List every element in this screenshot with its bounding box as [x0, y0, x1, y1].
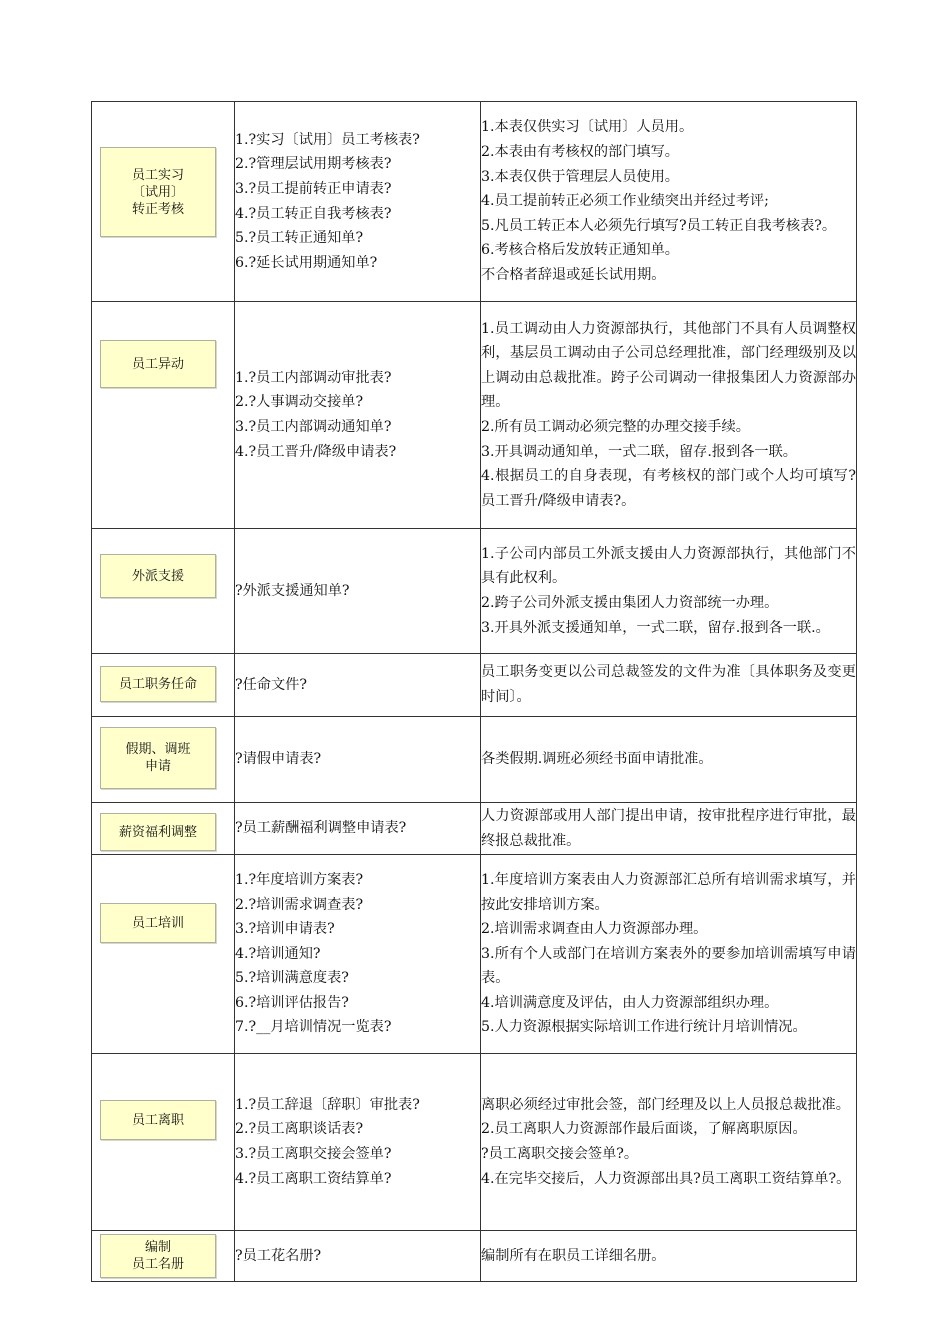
rule-item: ?员工离职交接会签单?。 — [481, 1146, 639, 1162]
form-item: 6.?延长试用期通知单? — [235, 254, 378, 271]
form-item: 4.?培训通知? — [235, 945, 321, 962]
category-cell — [92, 1054, 235, 1231]
rule-item: 3.所有个人或部门在培训方案表外的要参加培训需填写申请表。 — [481, 945, 856, 987]
form-item: ?员工花名册? — [235, 1247, 322, 1264]
category-label: 员工异动 — [100, 340, 216, 388]
rule-item: 员工职务变更以公司总裁签发的文件为准〔具体职务及变更时间〕。 — [481, 664, 856, 705]
forms-cell — [235, 1054, 481, 1231]
category-cell — [92, 102, 235, 302]
rule-item: 不合格者辞退或延长试用期。 — [481, 266, 666, 283]
rule-item: 1.本表仅供实习〔试用〕人员用。 — [481, 119, 694, 136]
form-item: 4.?员工晋升/降级申请表? — [235, 443, 397, 460]
form-item: 1.?员工辞退〔辞职〕审批表? — [235, 1096, 420, 1113]
rule-item: 3.开具外派支援通知单，一式二联，留存.报到各一联.。 — [481, 619, 830, 636]
table-row — [92, 1231, 857, 1282]
form-item: 1.?实习〔试用〕员工考核表? — [235, 131, 420, 148]
table-row — [92, 803, 857, 855]
form-item: 3.?员工提前转正申请表? — [235, 180, 392, 197]
rule-item: 5.人力资源根据实际培训工作进行统计月培训情况。 — [481, 1019, 807, 1036]
category-cell — [92, 654, 235, 717]
forms-cell — [235, 302, 481, 529]
rules-cell — [481, 529, 857, 654]
rule-item: 2.本表由有考核权的部门填写。 — [481, 144, 679, 161]
table-row — [92, 855, 857, 1054]
category-cell — [92, 855, 235, 1054]
rule-item: 各类假期.调班必须经书面申请批准。 — [481, 751, 713, 768]
form-item: 2.?培训需求调查表? — [235, 896, 364, 913]
form-item: 4.?员工转正自我考核表? — [235, 205, 392, 222]
form-item: 2.?员工离职谈话表? — [235, 1121, 364, 1138]
form-item: 2.?人事调动交接单? — [235, 394, 364, 411]
table-row — [92, 529, 857, 654]
category-label: 员工职务任命 — [100, 666, 216, 702]
rule-item: 离职必须经过审批会签，部门经理及以上人员报总裁批准。 — [481, 1096, 850, 1113]
rule-item: 人力资源部或用人部门提出申请，按审批程序进行审批，最终报总裁批准。 — [481, 807, 856, 849]
form-item: 3.?培训申请表? — [235, 921, 335, 938]
rule-item: 4.根据员工的自身表现，有考核权的部门或个人均可填写?员工晋升/降级申请表?。 — [481, 468, 856, 509]
form-item: 1.?员工内部调动审批表? — [235, 369, 392, 386]
form-item: 5.?培训满意度表? — [235, 970, 349, 987]
rule-item: 编制所有在职员工详细名册。 — [481, 1247, 666, 1264]
table-row — [92, 102, 857, 302]
rule-item: 2.所有员工调动必须完整的办理交接手续。 — [481, 419, 750, 435]
rules-cell — [481, 1231, 857, 1282]
rule-item: 4.员工提前转正必须工作业绩突出并经过考评; — [481, 193, 769, 210]
category-label: 外派支援 — [100, 554, 216, 598]
category-cell — [92, 529, 235, 654]
category-label: 编制 员工名册 — [100, 1234, 216, 1278]
form-item: 1.?年度培训方案表? — [235, 871, 364, 888]
form-item: ?请假申请表? — [235, 751, 322, 768]
forms-cell — [235, 1231, 481, 1282]
form-item: 4.?员工离职工资结算单? — [235, 1170, 392, 1187]
rules-cell — [481, 855, 857, 1054]
rules-cell — [481, 803, 857, 855]
category-label: 员工实习 〔试用〕 转正考核 — [100, 147, 216, 237]
category-cell — [92, 302, 235, 529]
category-cell — [92, 717, 235, 803]
form-item: ?员工薪酬福利调整申请表? — [235, 820, 407, 837]
category-label: 薪资福利调整 — [100, 813, 216, 851]
form-item: ?外派支援通知单? — [235, 582, 350, 599]
category-label: 员工离职 — [100, 1100, 216, 1140]
rule-item: 1.员工调动由人力资源部执行，其他部门不具有人员调整权利，基层员工调动由子公司总经理批准，部门经理级别及以上调动由总裁批准。跨子公司调动一律报集团人力资源部办理。 — [481, 320, 856, 411]
category-label: 员工培训 — [100, 903, 216, 943]
rule-item: 2.培训需求调查由人力资源部办理。 — [481, 921, 708, 938]
forms-cell — [235, 855, 481, 1054]
forms-cell — [235, 717, 481, 803]
category-cell — [92, 803, 235, 855]
forms-cell — [235, 102, 481, 302]
forms-cell — [235, 529, 481, 654]
form-item: 3.?员工离职交接会签单? — [235, 1146, 392, 1162]
rule-item: 4.培训满意度及评估，由人力资源部组织办理。 — [481, 994, 779, 1011]
form-item: 3.?员工内部调动通知单? — [235, 419, 392, 435]
rules-cell — [481, 1054, 857, 1231]
rules-cell — [481, 717, 857, 803]
rule-item: 5.凡员工转正本人必须先行填写?员工转正自我考核表?。 — [481, 217, 837, 234]
rule-item: 6.考核合格后发放转正通知单。 — [481, 242, 679, 259]
rule-item: 1.年度培训方案表由人力资源部汇总所有培训需求填写，并按此安排培训方案。 — [481, 871, 856, 913]
category-cell — [92, 1231, 235, 1282]
rule-item: 3.本表仅供于管理层人员使用。 — [481, 168, 679, 185]
forms-cell — [235, 654, 481, 717]
form-item: 5.?员工转正通知单? — [235, 230, 364, 247]
hr-forms-table — [91, 101, 857, 1282]
table-row — [92, 1054, 857, 1231]
rules-cell — [481, 302, 857, 529]
category-label: 假期、调班 申请 — [100, 727, 216, 789]
rule-item: 4.在完毕交接后，人力资源部出具?员工离职工资结算单?。 — [481, 1170, 851, 1187]
rules-cell — [481, 102, 857, 302]
rule-item: 2.跨子公司外派支援由集团人力资部统一办理。 — [481, 595, 779, 611]
forms-cell — [235, 803, 481, 855]
form-item: 2.?管理层试用期考核表? — [235, 156, 392, 173]
table-row — [92, 302, 857, 529]
table-row — [92, 654, 857, 717]
rule-item: 2.员工离职人力资源部作最后面谈，了解离职原因。 — [481, 1121, 807, 1138]
rule-item: 3.开具调动通知单，一式二联，留存.报到各一联。 — [481, 443, 797, 460]
rules-cell — [481, 654, 857, 717]
rule-item: 1.子公司内部员工外派支援由人力资源部执行，其他部门不具有此权利。 — [481, 545, 856, 587]
form-item: ?任命文件? — [235, 676, 307, 693]
table-row — [92, 717, 857, 803]
form-item: 6.?培训评估报告? — [235, 994, 349, 1011]
form-item: 7.?__月培训情况一览表? — [235, 1019, 392, 1036]
